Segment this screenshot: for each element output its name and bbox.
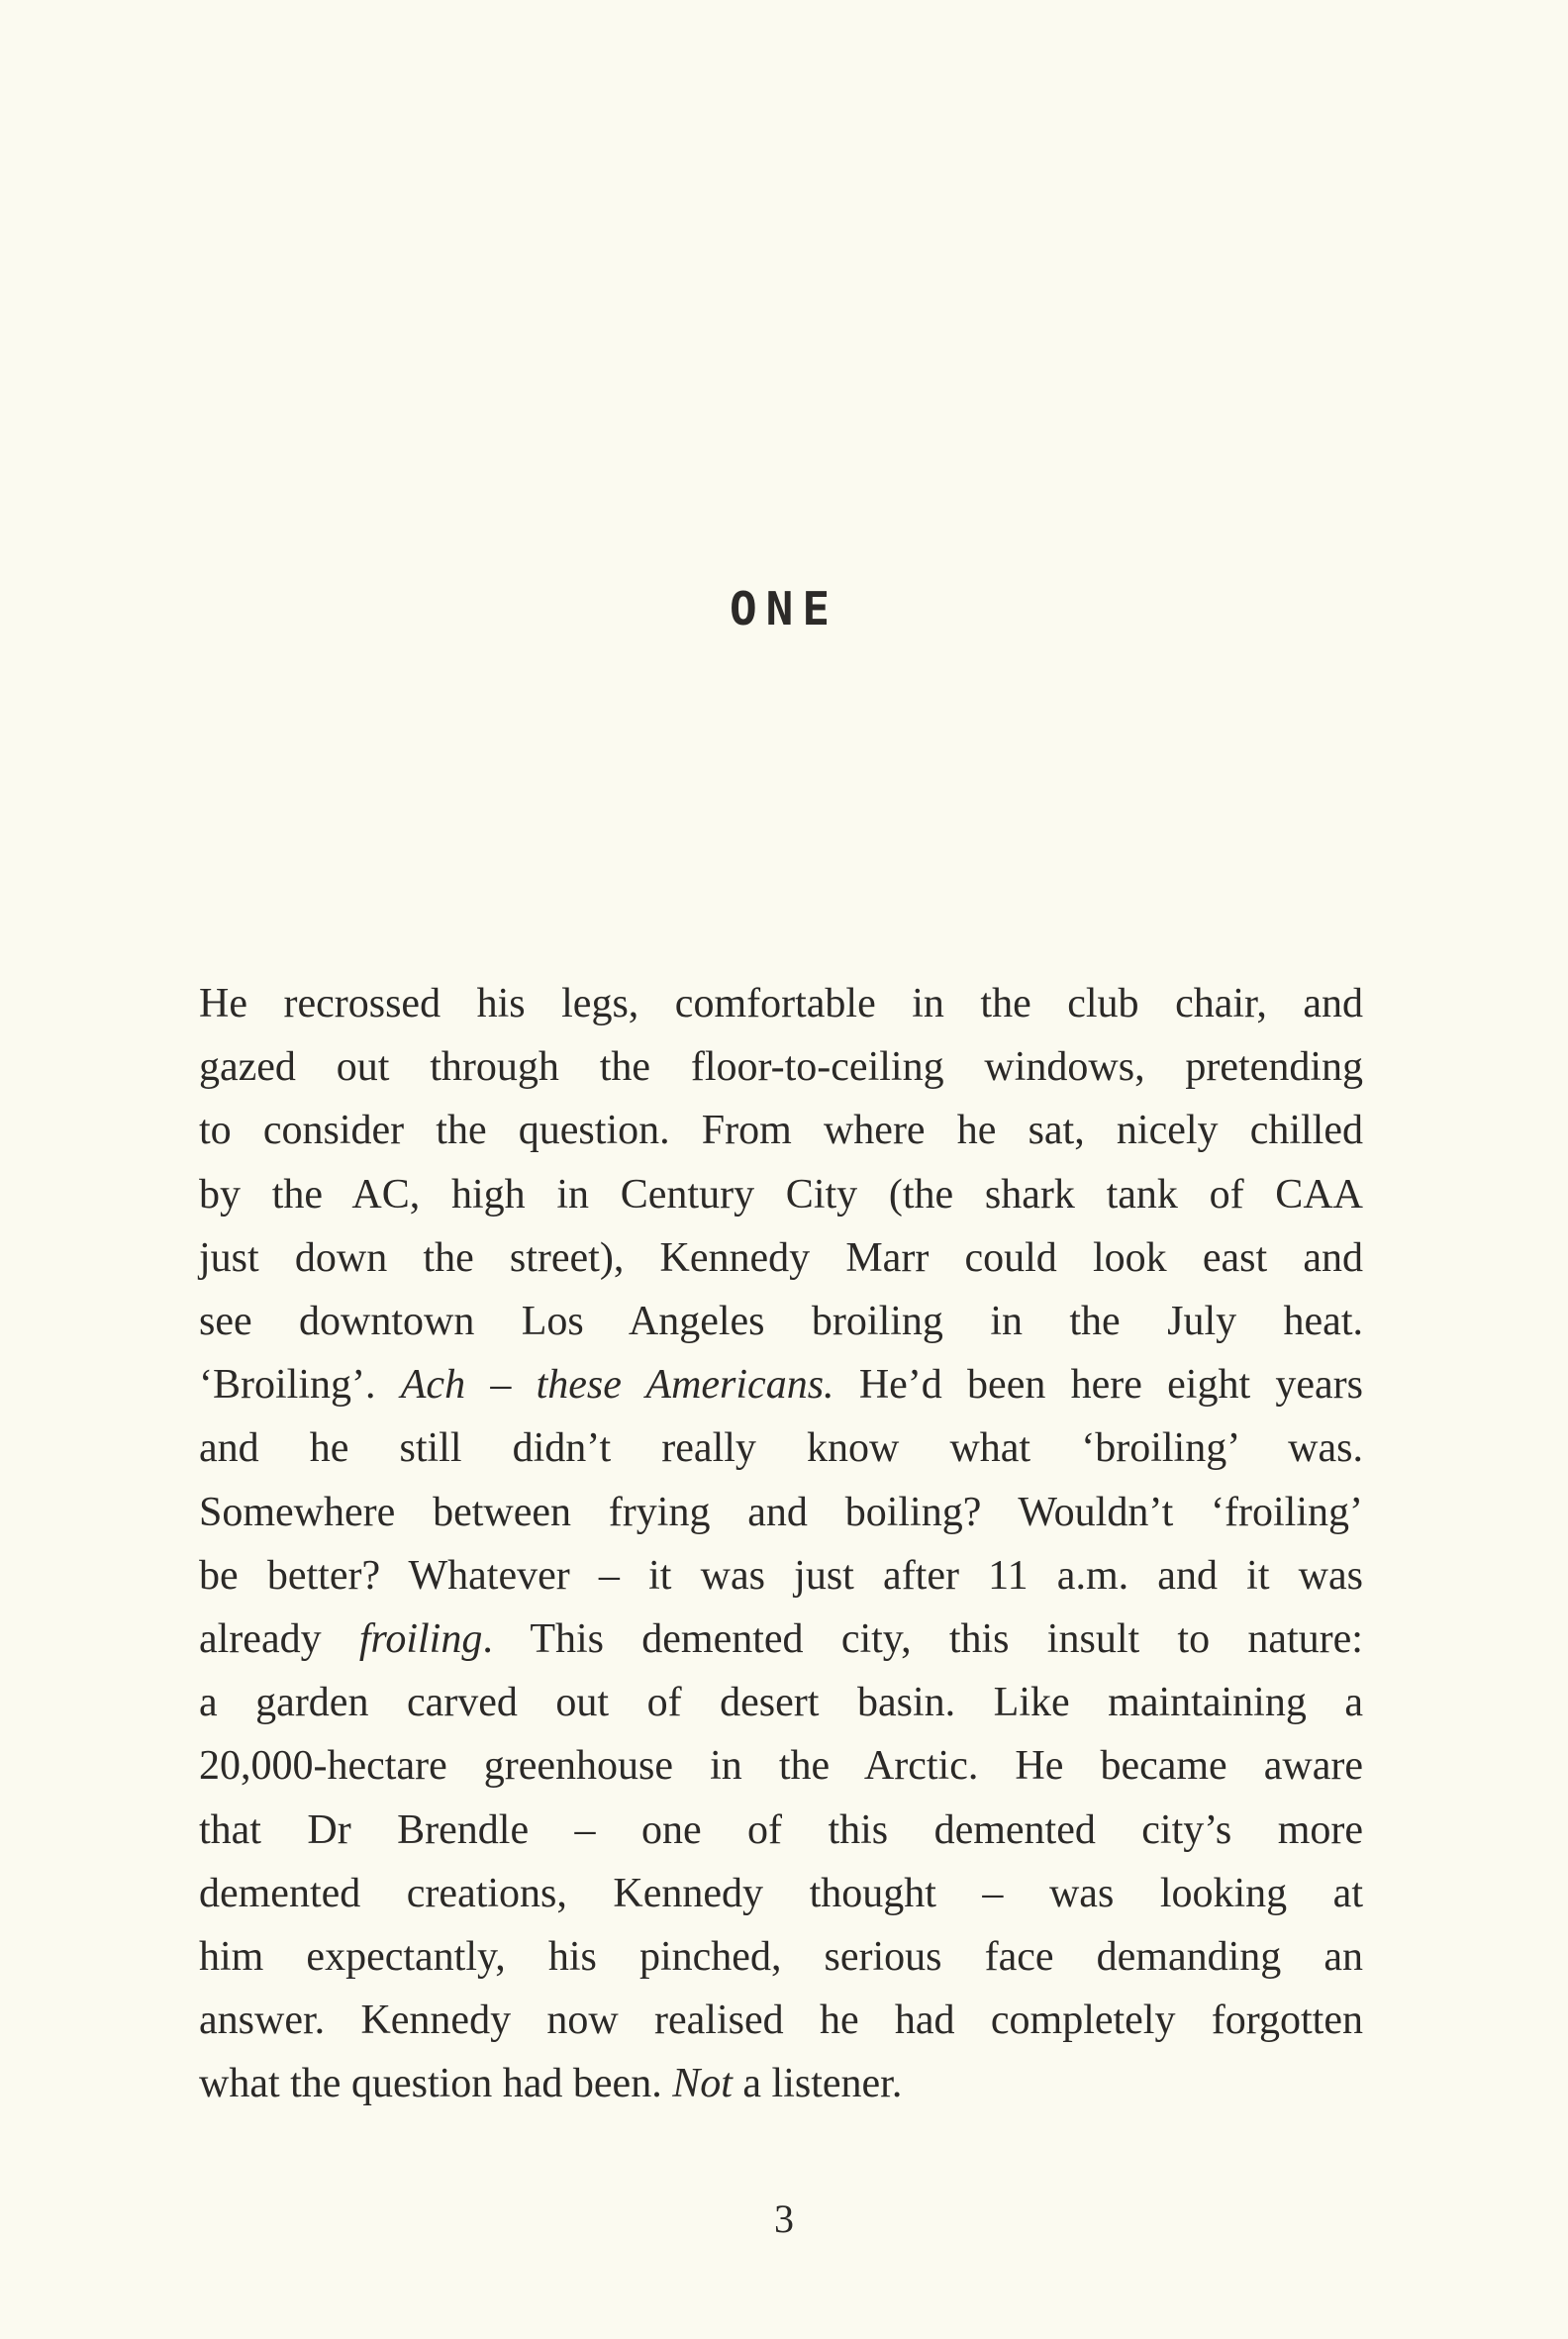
page-number: 3 xyxy=(774,2196,794,2241)
text-line xyxy=(199,1416,1363,1480)
text-line xyxy=(199,1671,1363,1734)
text-line xyxy=(199,1989,1363,2052)
text-run: gazed out through the floor-to-ceiling windows, pretending xyxy=(199,1044,1363,1091)
text-run: He’d been here eight years xyxy=(833,1362,1364,1409)
text-run: already xyxy=(199,1616,359,1663)
chapter-title: ONE xyxy=(729,582,839,635)
italic-run: Ach – these Americans. xyxy=(400,1362,834,1409)
text-line xyxy=(199,1799,1363,1862)
text-run: just down the street), Kennedy Marr could look east and xyxy=(199,1234,1363,1281)
text-line xyxy=(199,1862,1363,1925)
italic-run: Not xyxy=(672,2061,733,2107)
text-line xyxy=(199,1608,1363,1671)
text-line xyxy=(199,1035,1363,1099)
body-paragraph xyxy=(199,972,1363,2116)
text-run: ‘Broiling’. xyxy=(199,1362,401,1409)
text-run: . This demented city, this insult to nature: xyxy=(482,1616,1363,1663)
text-run: by the AC, high in Century City (the shark tank of CAA xyxy=(199,1171,1363,1218)
text-run: to consider the question. From where he sat, nicely chilled xyxy=(199,1108,1363,1154)
text-line xyxy=(199,1481,1363,1544)
text-run: and he still didn’t really know what ‘broiling’ was. xyxy=(199,1425,1363,1472)
text-run: that Dr Brendle – one of this demented city’s more xyxy=(199,1806,1363,1853)
text-run: Somewhere between frying and boiling? Wouldn’t ‘froiling’ xyxy=(199,1489,1363,1535)
text-run: see downtown Los Angeles broiling in the July heat. xyxy=(199,1299,1363,1345)
text-line xyxy=(199,2052,1363,2115)
text-line xyxy=(199,1290,1363,1353)
text-run: answer. Kennedy now realised he had completely forgotten xyxy=(199,1998,1363,2044)
text-line xyxy=(199,1226,1363,1290)
text-run: a garden carved out of desert basin. Like maintaining a xyxy=(199,1680,1363,1726)
text-run: be better? Whatever – it was just after 11 a.m. and it was xyxy=(199,1552,1363,1599)
text-run: He recrossed his legs, comfortable in the club chair, and xyxy=(199,981,1363,1026)
text-line xyxy=(199,1099,1363,1162)
text-line xyxy=(199,1925,1363,1989)
text-line xyxy=(199,972,1363,1035)
text-line xyxy=(199,1544,1363,1608)
text-run: him expectantly, his pinched, serious face demanding an xyxy=(199,1934,1363,1981)
text-line xyxy=(199,1353,1363,1416)
text-line xyxy=(199,1734,1363,1798)
text-line xyxy=(199,1163,1363,1226)
text-run: a listener. xyxy=(732,2061,903,2107)
text-run: demented creations, Kennedy thought – was looking at xyxy=(199,1870,1363,1916)
italic-run: froiling xyxy=(358,1616,483,1663)
text-run: 20,000-hectare greenhouse in the Arctic. He became aware xyxy=(199,1743,1363,1790)
text-run: what the question had been. xyxy=(199,2061,673,2107)
